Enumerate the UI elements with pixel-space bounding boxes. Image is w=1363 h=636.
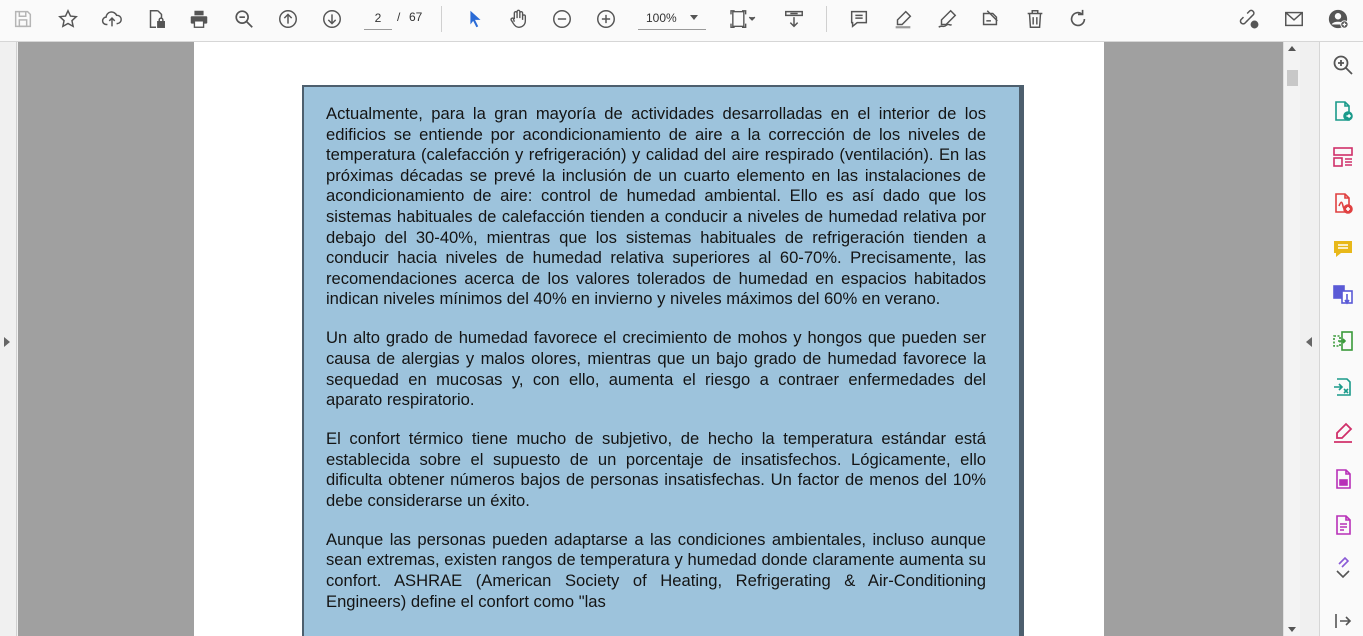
expand-left-panel-icon[interactable] [4, 337, 10, 347]
compress-icon[interactable] [1329, 327, 1357, 355]
zoom-select[interactable] [638, 6, 706, 30]
combine-files-icon[interactable] [1329, 281, 1357, 309]
protect-file-icon[interactable] [139, 4, 173, 34]
star-icon[interactable] [51, 4, 85, 34]
search-document-icon[interactable] [1329, 51, 1357, 79]
fit-page-icon[interactable] [722, 4, 762, 34]
account-icon[interactable] [1321, 4, 1355, 34]
collapse-right-panel-icon[interactable] [1306, 337, 1312, 347]
scroll-up-icon[interactable] [1288, 46, 1296, 51]
left-panel-collapsed [0, 42, 17, 636]
zoom-out-icon[interactable] [545, 4, 579, 34]
share-link-icon[interactable] [1232, 4, 1266, 34]
email-icon[interactable] [1277, 4, 1311, 34]
prepare-form-icon[interactable] [1329, 511, 1357, 539]
toolbar-divider [826, 6, 827, 32]
more-tools-icon[interactable] [1329, 553, 1357, 581]
right-panel-toggle-strip [1300, 42, 1319, 636]
rotate-icon[interactable] [1061, 4, 1095, 34]
print-icon[interactable] [182, 4, 216, 34]
upload-icon[interactable] [95, 4, 129, 34]
comment-icon[interactable] [842, 4, 876, 34]
pdf-page [194, 42, 1104, 636]
scrollbar-thumb[interactable] [1287, 70, 1298, 86]
search-zoom-icon[interactable] [227, 4, 261, 34]
zoom-value: 100% [646, 11, 677, 25]
export-pdf-icon[interactable] [1329, 97, 1357, 125]
select-cursor-icon[interactable] [458, 4, 492, 34]
previous-page-icon[interactable] [271, 4, 305, 34]
hand-icon[interactable] [501, 4, 535, 34]
document-viewport[interactable] [18, 42, 1283, 636]
zoom-in-icon[interactable] [589, 4, 623, 34]
scroll-mode-icon[interactable] [777, 4, 811, 34]
vertical-scrollbar[interactable] [1283, 42, 1300, 636]
toolbar-divider [441, 6, 442, 32]
page-separator: / [397, 10, 401, 24]
organize-pages-icon[interactable] [1329, 143, 1357, 171]
expand-panel-icon[interactable] [1329, 607, 1357, 635]
text-box-content [326, 104, 986, 631]
fill-sign-tool-icon[interactable] [1329, 419, 1357, 447]
paragraph-1: Actualmente, para la gran mayoría de actividades desarrolladas en el interior de los edificios se entiende por acondicionamiento de aire a la corrección de los niveles de temperatura (calefacción y refrigeración) y calidad del aire respirado (ventilación). En las próximas décadas se prevé la inclusión de un cuarto elemento en las instalaciones de acondicionamiento de aire: control de humedad ambiental. Ello es así dado que los sistemas habituales de calefacción tienden a conducir a niveles de humedad relativa por debajo del 30-40%, mientras que los sistemas habituales de refrigeración tienden a conducir hacia niveles de humedad relativa superiores al 60-70%. Precisamente, las recomendaciones acerca de los valores tolerados de humedad en espacios habitados indican niveles mínimos del 40% en invierno y niveles máximos del 60% en verano. [326, 104, 986, 309]
create-pdf-icon[interactable] [1329, 189, 1357, 217]
save-icon[interactable] [6, 4, 40, 34]
edit-pdf-icon[interactable] [1329, 373, 1357, 401]
next-page-icon[interactable] [315, 4, 349, 34]
paragraph-3: El confort térmico tiene mucho de subjetivo, de hecho la temperatura estándar está establecida sobre el supuesto de un porcentaje de insatisfechos. Lógicamente, ello dificulta obtener números bajos de personas insatisfechas. Un factor de menos del 10% debe considerarse un éxito. [326, 429, 986, 510]
page-number-input[interactable] [364, 6, 392, 30]
shaded-text-box [302, 85, 1024, 636]
delete-icon[interactable] [1018, 4, 1052, 34]
comment-tool-icon[interactable] [1329, 235, 1357, 263]
highlight-icon[interactable] [886, 4, 920, 34]
main-toolbar [0, 0, 1363, 42]
chevron-down-icon [690, 15, 698, 20]
fill-sign-icon[interactable] [973, 4, 1007, 34]
tools-panel [1319, 42, 1363, 636]
paragraph-2: Un alto grado de humedad favorece el crecimiento de mohos y hongos que pueden ser causa de alergias y malos olores, mientras que un bajo grado de humedad favorece la sequedad en mucosas y, con ello, aumenta el riesgo a contraer enfermedades del aparato respiratorio. [326, 328, 986, 410]
total-pages: 67 [409, 10, 423, 24]
sign-icon[interactable] [930, 4, 964, 34]
scroll-down-icon[interactable] [1288, 627, 1296, 632]
protect-icon[interactable] [1329, 465, 1357, 493]
paragraph-4: Aunque las personas pueden adaptarse a las condiciones ambientales, incluso aunque sean extremas, existen rangos de temperatura y humedad donde claramente aumenta su confort. ASHRAE (American Society of Heating, Refrigerating & Air-Conditioning Engineers) define el confort como "las [326, 529, 986, 611]
